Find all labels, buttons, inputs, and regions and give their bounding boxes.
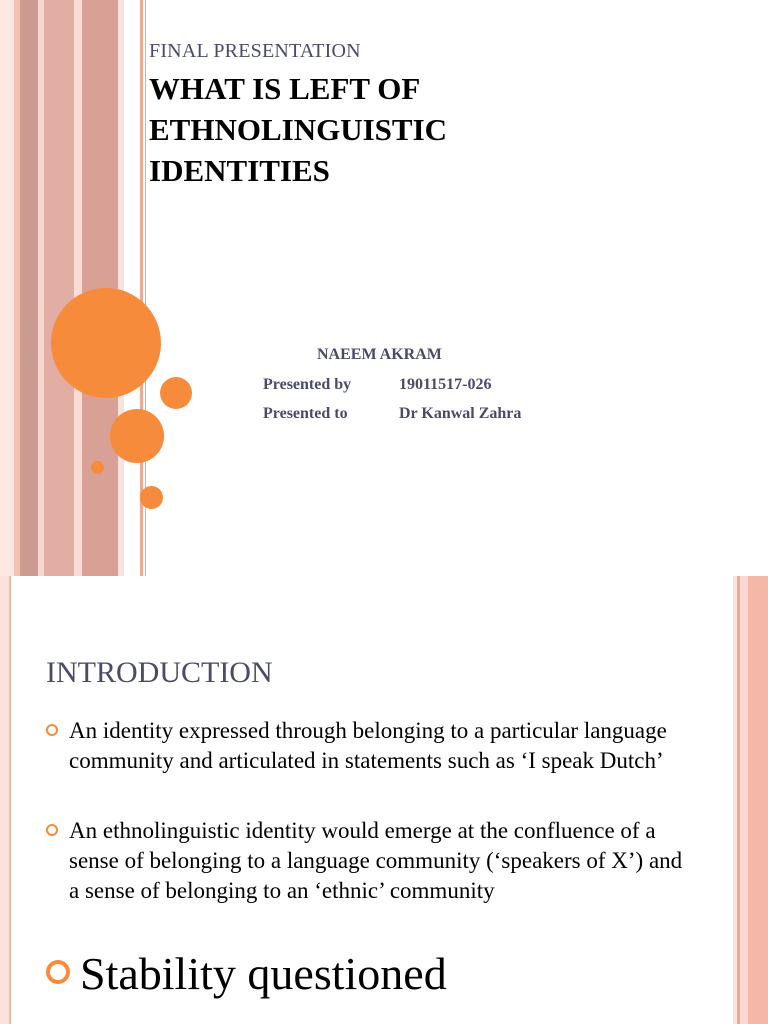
bullet-circle-icon xyxy=(46,960,70,984)
decorative-stripe xyxy=(740,576,748,1024)
list-item xyxy=(46,716,686,776)
introduction-slide xyxy=(0,576,768,1024)
bullet-text: An identity expressed through belonging to a particular language community and articulated in statements such as ‘I speak Dutch’ xyxy=(69,718,667,773)
list-item-large xyxy=(46,944,726,1004)
decorative-stripe xyxy=(0,0,14,576)
bullet-circle-icon xyxy=(46,824,58,836)
decorative-circle-small xyxy=(160,377,192,409)
bullet-text-large: Stability questioned xyxy=(80,948,447,999)
decorative-circle-small xyxy=(140,486,163,509)
presentation-subtitle: FINAL PRESENTATION xyxy=(149,40,361,62)
presented-by-label: Presented by xyxy=(263,376,352,393)
decorative-circle-tiny xyxy=(91,461,104,474)
presented-to-value: Dr Kanwal Zahra xyxy=(399,405,522,422)
presented-to-label: Presented to xyxy=(263,405,348,422)
presentation-title: WHAT IS LEFT OF ETHNOLINGUISTIC IDENTITIES xyxy=(149,71,448,188)
decorative-stripe xyxy=(0,576,9,1024)
presented-to-row xyxy=(263,405,521,423)
decorative-circle-large xyxy=(51,288,161,398)
bullet-text: An ethnolinguistic identity would emerge at the confluence of a sense of belonging to a language community (‘speakers of X’) and a sense of belonging to an ‘ethnic’ community xyxy=(69,818,683,903)
decorative-stripe xyxy=(74,0,82,576)
decorative-stripe xyxy=(44,0,74,576)
presented-by-value: 19011517-026 xyxy=(399,376,492,393)
decorative-stripe xyxy=(748,576,768,1024)
decorative-stripe xyxy=(9,576,11,1024)
decorative-stripe xyxy=(118,0,124,576)
list-item xyxy=(46,816,686,906)
decorative-circle-medium xyxy=(110,409,164,463)
bullet-circle-icon xyxy=(46,724,58,736)
decorative-stripe xyxy=(20,0,38,576)
presented-by-row xyxy=(263,376,491,394)
author-name: NAEEM AKRAM xyxy=(317,346,442,363)
slide-heading: INTRODUCTION xyxy=(46,656,273,689)
